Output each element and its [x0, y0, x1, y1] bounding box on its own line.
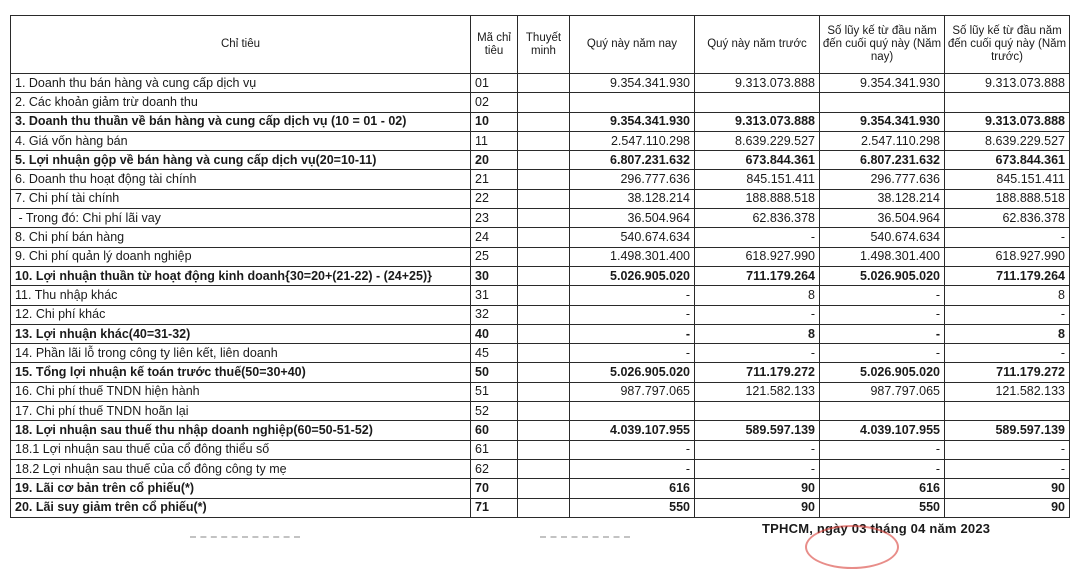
row-label: 6. Doanh thu hoạt động tài chính — [11, 170, 471, 189]
row-luy-ke-nam-nay — [820, 402, 945, 421]
row-note — [518, 440, 570, 459]
row-note — [518, 131, 570, 150]
row-code: 71 — [471, 498, 518, 517]
row-quy-nay-nam-nay: 550 — [570, 498, 695, 517]
row-quy-nay-nam-nay: 987.797.065 — [570, 382, 695, 401]
row-luy-ke-nam-truoc: - — [945, 305, 1070, 324]
table-row — [11, 247, 1070, 266]
table-row — [11, 266, 1070, 285]
table-row — [11, 344, 1070, 363]
row-luy-ke-nam-truoc: 711.179.272 — [945, 363, 1070, 382]
header-quy-nay-nam-truoc: Quý này năm trước — [695, 16, 820, 74]
row-label: 20. Lãi suy giảm trên cổ phiếu(*) — [11, 498, 471, 517]
row-label: 2. Các khoản giảm trừ doanh thu — [11, 93, 471, 112]
row-code: 31 — [471, 286, 518, 305]
row-quy-nay-nam-truoc: 845.151.411 — [695, 170, 820, 189]
row-note — [518, 402, 570, 421]
row-luy-ke-nam-nay: 2.547.110.298 — [820, 131, 945, 150]
row-code: 11 — [471, 131, 518, 150]
row-note — [518, 151, 570, 170]
row-luy-ke-nam-nay: - — [820, 286, 945, 305]
row-luy-ke-nam-nay: - — [820, 459, 945, 478]
row-luy-ke-nam-truoc: 673.844.361 — [945, 151, 1070, 170]
row-label: 1. Doanh thu bán hàng và cung cấp dịch vụ — [11, 74, 471, 93]
row-luy-ke-nam-nay: 38.128.214 — [820, 189, 945, 208]
row-luy-ke-nam-nay: 5.026.905.020 — [820, 266, 945, 285]
row-label: 12. Chi phí khác — [11, 305, 471, 324]
row-luy-ke-nam-truoc: 845.151.411 — [945, 170, 1070, 189]
row-quy-nay-nam-truoc: 188.888.518 — [695, 189, 820, 208]
row-quy-nay-nam-truoc: - — [695, 305, 820, 324]
row-label: 10. Lợi nhuận thuần từ hoạt động kinh doanh{30=20+(21-22) - (24+25)} — [11, 266, 471, 285]
row-quy-nay-nam-truoc: 589.597.139 — [695, 421, 820, 440]
row-luy-ke-nam-nay: - — [820, 305, 945, 324]
row-luy-ke-nam-nay: - — [820, 324, 945, 343]
row-code: 22 — [471, 189, 518, 208]
row-quy-nay-nam-nay: 9.354.341.930 — [570, 112, 695, 131]
row-label: 13. Lợi nhuận khác(40=31-32) — [11, 324, 471, 343]
row-note — [518, 324, 570, 343]
row-quy-nay-nam-truoc: 673.844.361 — [695, 151, 820, 170]
table-row — [11, 189, 1070, 208]
table-row — [11, 459, 1070, 478]
row-quy-nay-nam-truoc: 618.927.990 — [695, 247, 820, 266]
row-luy-ke-nam-truoc: 8 — [945, 286, 1070, 305]
row-luy-ke-nam-truoc: 62.836.378 — [945, 209, 1070, 228]
row-note — [518, 382, 570, 401]
row-luy-ke-nam-truoc: 9.313.073.888 — [945, 112, 1070, 131]
row-note — [518, 247, 570, 266]
row-quy-nay-nam-truoc: 121.582.133 — [695, 382, 820, 401]
row-code: 23 — [471, 209, 518, 228]
table-header-row — [11, 16, 1070, 74]
row-note — [518, 479, 570, 498]
row-quy-nay-nam-nay: 38.128.214 — [570, 189, 695, 208]
row-luy-ke-nam-truoc: 618.927.990 — [945, 247, 1070, 266]
row-label: 16. Chi phí thuế TNDN hiện hành — [11, 382, 471, 401]
row-note — [518, 498, 570, 517]
row-luy-ke-nam-nay: 6.807.231.632 — [820, 151, 945, 170]
header-ma-chi-tieu: Mã chỉ tiêu — [471, 16, 518, 74]
table-row — [11, 363, 1070, 382]
table-row — [11, 286, 1070, 305]
row-quy-nay-nam-truoc: - — [695, 228, 820, 247]
company-stamp — [805, 525, 899, 569]
row-note — [518, 112, 570, 131]
row-luy-ke-nam-truoc — [945, 93, 1070, 112]
table-row — [11, 131, 1070, 150]
row-note — [518, 93, 570, 112]
row-note — [518, 74, 570, 93]
row-quy-nay-nam-nay: - — [570, 344, 695, 363]
row-note — [518, 189, 570, 208]
row-quy-nay-nam-nay: 36.504.964 — [570, 209, 695, 228]
row-luy-ke-nam-nay: 4.039.107.955 — [820, 421, 945, 440]
row-code: 32 — [471, 305, 518, 324]
row-label: 14. Phần lãi lỗ trong công ty liên kết, liên doanh — [11, 344, 471, 363]
row-quy-nay-nam-nay: 296.777.636 — [570, 170, 695, 189]
row-quy-nay-nam-nay: 540.674.634 — [570, 228, 695, 247]
income-statement-table — [10, 15, 1070, 518]
row-quy-nay-nam-truoc: - — [695, 440, 820, 459]
row-quy-nay-nam-truoc: 8 — [695, 286, 820, 305]
row-note — [518, 170, 570, 189]
row-luy-ke-nam-truoc: 589.597.139 — [945, 421, 1070, 440]
row-luy-ke-nam-truoc: - — [945, 344, 1070, 363]
row-label: 18. Lợi nhuận sau thuế thu nhập doanh nghiệp(60=50-51-52) — [11, 421, 471, 440]
table-row — [11, 170, 1070, 189]
row-luy-ke-nam-nay: 616 — [820, 479, 945, 498]
row-luy-ke-nam-nay — [820, 93, 945, 112]
row-quy-nay-nam-nay — [570, 402, 695, 421]
row-quy-nay-nam-nay: 2.547.110.298 — [570, 131, 695, 150]
row-luy-ke-nam-nay: - — [820, 344, 945, 363]
row-quy-nay-nam-truoc: 9.313.073.888 — [695, 112, 820, 131]
row-quy-nay-nam-truoc: 8.639.229.527 — [695, 131, 820, 150]
row-quy-nay-nam-truoc — [695, 402, 820, 421]
row-label: 8. Chi phí bán hàng — [11, 228, 471, 247]
row-luy-ke-nam-nay: - — [820, 440, 945, 459]
table-row — [11, 382, 1070, 401]
row-luy-ke-nam-truoc: 8.639.229.527 — [945, 131, 1070, 150]
table-row — [11, 74, 1070, 93]
table-row — [11, 228, 1070, 247]
header-quy-nay-nam-nay: Quý này năm nay — [570, 16, 695, 74]
row-luy-ke-nam-truoc: 121.582.133 — [945, 382, 1070, 401]
table-row — [11, 151, 1070, 170]
row-luy-ke-nam-nay: 987.797.065 — [820, 382, 945, 401]
row-luy-ke-nam-nay: 5.026.905.020 — [820, 363, 945, 382]
row-luy-ke-nam-truoc: 188.888.518 — [945, 189, 1070, 208]
row-luy-ke-nam-truoc: 711.179.264 — [945, 266, 1070, 285]
row-note — [518, 209, 570, 228]
row-code: 20 — [471, 151, 518, 170]
row-code: 50 — [471, 363, 518, 382]
row-code: 61 — [471, 440, 518, 459]
row-quy-nay-nam-truoc: - — [695, 344, 820, 363]
row-quy-nay-nam-truoc — [695, 93, 820, 112]
table-body — [11, 74, 1070, 518]
row-code: 62 — [471, 459, 518, 478]
row-label: 4. Giá vốn hàng bán — [11, 131, 471, 150]
row-luy-ke-nam-truoc: - — [945, 459, 1070, 478]
header-luy-ke-nam-truoc: Số lũy kế từ đầu năm đến cuối quý này (Năm trước) — [945, 16, 1070, 74]
row-quy-nay-nam-truoc: 8 — [695, 324, 820, 343]
row-quy-nay-nam-nay: 5.026.905.020 — [570, 266, 695, 285]
row-code: 01 — [471, 74, 518, 93]
row-quy-nay-nam-truoc: 711.179.264 — [695, 266, 820, 285]
row-label: 5. Lợi nhuận gộp về bán hàng và cung cấp dịch vụ(20=10-11) — [11, 151, 471, 170]
row-luy-ke-nam-nay: 1.498.301.400 — [820, 247, 945, 266]
row-luy-ke-nam-truoc: 9.313.073.888 — [945, 74, 1070, 93]
row-quy-nay-nam-nay: - — [570, 459, 695, 478]
table-row — [11, 421, 1070, 440]
row-code: 45 — [471, 344, 518, 363]
row-quy-nay-nam-truoc: 90 — [695, 498, 820, 517]
row-luy-ke-nam-truoc: - — [945, 440, 1070, 459]
row-luy-ke-nam-truoc — [945, 402, 1070, 421]
row-note — [518, 305, 570, 324]
header-thuyet-minh: Thuyết minh — [518, 16, 570, 74]
row-luy-ke-nam-nay: 550 — [820, 498, 945, 517]
row-quy-nay-nam-truoc: 90 — [695, 479, 820, 498]
row-note — [518, 459, 570, 478]
row-note — [518, 286, 570, 305]
row-luy-ke-nam-nay: 9.354.341.930 — [820, 74, 945, 93]
table-row — [11, 498, 1070, 517]
row-label: 19. Lãi cơ bản trên cổ phiếu(*) — [11, 479, 471, 498]
row-luy-ke-nam-nay: 540.674.634 — [820, 228, 945, 247]
row-code: 21 — [471, 170, 518, 189]
row-quy-nay-nam-nay: 6.807.231.632 — [570, 151, 695, 170]
row-code: 60 — [471, 421, 518, 440]
row-label: 17. Chi phí thuế TNDN hoãn lại — [11, 402, 471, 421]
row-quy-nay-nam-nay: 616 — [570, 479, 695, 498]
row-luy-ke-nam-truoc: 8 — [945, 324, 1070, 343]
table-row — [11, 324, 1070, 343]
row-label: 18.1 Lợi nhuận sau thuế của cổ đông thiểu số — [11, 440, 471, 459]
row-label: 11. Thu nhập khác — [11, 286, 471, 305]
row-label: 9. Chi phí quản lý doanh nghiệp — [11, 247, 471, 266]
row-label: 3. Doanh thu thuần về bán hàng và cung cấp dịch vụ (10 = 01 - 02) — [11, 112, 471, 131]
row-quy-nay-nam-nay: - — [570, 305, 695, 324]
row-code: 30 — [471, 266, 518, 285]
row-quy-nay-nam-truoc: 9.313.073.888 — [695, 74, 820, 93]
row-quy-nay-nam-nay: 9.354.341.930 — [570, 74, 695, 93]
row-code: 25 — [471, 247, 518, 266]
signature-line-left — [190, 536, 300, 544]
row-quy-nay-nam-nay: 1.498.301.400 — [570, 247, 695, 266]
row-luy-ke-nam-nay: 296.777.636 — [820, 170, 945, 189]
table-row — [11, 305, 1070, 324]
row-luy-ke-nam-nay: 9.354.341.930 — [820, 112, 945, 131]
signature-line-mid — [540, 536, 630, 544]
row-quy-nay-nam-truoc: 711.179.272 — [695, 363, 820, 382]
row-quy-nay-nam-nay: - — [570, 440, 695, 459]
row-note — [518, 228, 570, 247]
row-note — [518, 421, 570, 440]
table-row — [11, 402, 1070, 421]
row-quy-nay-nam-nay: 4.039.107.955 — [570, 421, 695, 440]
row-code: 10 — [471, 112, 518, 131]
row-luy-ke-nam-truoc: 90 — [945, 479, 1070, 498]
header-chi-tieu: Chỉ tiêu — [11, 16, 471, 74]
row-code: 70 — [471, 479, 518, 498]
table-row — [11, 93, 1070, 112]
row-quy-nay-nam-truoc: 62.836.378 — [695, 209, 820, 228]
row-note — [518, 266, 570, 285]
row-code: 02 — [471, 93, 518, 112]
row-label: 15. Tổng lợi nhuận kế toán trước thuế(50=30+40) — [11, 363, 471, 382]
header-luy-ke-nam-nay: Số lũy kế từ đầu năm đến cuối quý này (Năm nay) — [820, 16, 945, 74]
row-label: 7. Chi phí tài chính — [11, 189, 471, 208]
row-code: 52 — [471, 402, 518, 421]
row-quy-nay-nam-nay: - — [570, 286, 695, 305]
report-date: TPHCM, ngày 03 tháng 04 năm 2023 — [762, 521, 991, 536]
row-label: 18.2 Lợi nhuận sau thuế của cổ đông công ty mẹ — [11, 459, 471, 478]
row-note — [518, 363, 570, 382]
row-code: 51 — [471, 382, 518, 401]
row-quy-nay-nam-nay: 5.026.905.020 — [570, 363, 695, 382]
table-row — [11, 479, 1070, 498]
table-row — [11, 209, 1070, 228]
row-note — [518, 344, 570, 363]
row-quy-nay-nam-truoc: - — [695, 459, 820, 478]
row-code: 24 — [471, 228, 518, 247]
row-luy-ke-nam-truoc: - — [945, 228, 1070, 247]
row-quy-nay-nam-nay — [570, 93, 695, 112]
table-row — [11, 112, 1070, 131]
table-row — [11, 440, 1070, 459]
row-code: 40 — [471, 324, 518, 343]
row-luy-ke-nam-nay: 36.504.964 — [820, 209, 945, 228]
row-quy-nay-nam-nay: - — [570, 324, 695, 343]
row-label: - Trong đó: Chi phí lãi vay — [11, 209, 471, 228]
row-luy-ke-nam-truoc: 90 — [945, 498, 1070, 517]
